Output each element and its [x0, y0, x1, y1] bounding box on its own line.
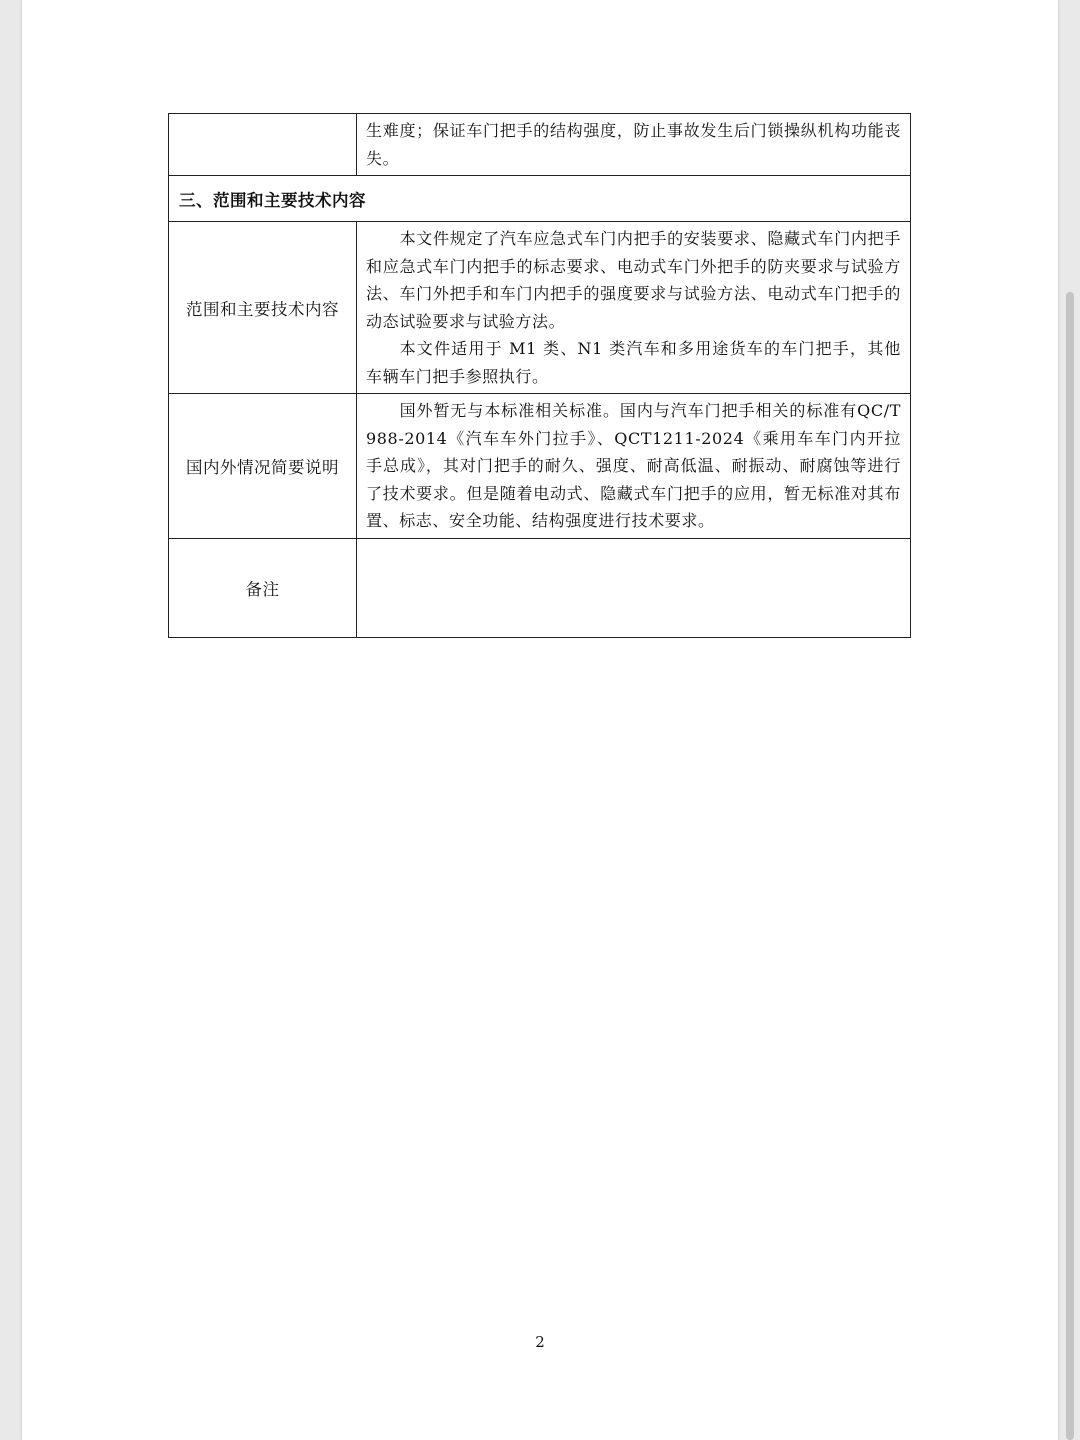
- table-row: [169, 222, 911, 394]
- section-heading: 三、范围和主要技术内容: [169, 176, 911, 222]
- empty-label-cell: [169, 114, 357, 176]
- remarks-label: 备注: [169, 538, 357, 637]
- scope-content: [357, 222, 911, 394]
- table-row: [169, 176, 911, 222]
- continuation-text: 生难度；保证车门把手的结构强度，防止事故发生后门锁操纵机构功能丧失。: [366, 121, 901, 168]
- vertical-scrollbar[interactable]: [1066, 292, 1074, 1440]
- remarks-content: [357, 538, 911, 637]
- scope-paragraph-2: 本文件适用于 M1 类、N1 类汽车和多用途货车的车门把手，其他车辆车门把手参照执行。: [366, 339, 901, 386]
- table-row: [169, 394, 911, 539]
- domestic-foreign-content: [357, 394, 911, 539]
- table-row: [169, 114, 911, 176]
- domestic-foreign-text: 国外暂无与本标准相关标准。国内与汽车门把手相关的标准有QC/T 988-2014《汽车车外门拉手》、QCT1211-2024《乘用车车门内开拉手总成》，其对门把手的耐久、强度、耐高低温、耐振动、耐腐蚀等进行了技术要求。但是随着电动式、隐藏式车门把手的应用，暂无标准对其布置、标志、安全功能、结构强度进行技术要求。: [366, 401, 901, 530]
- continuation-text-cell: [357, 114, 911, 176]
- domestic-foreign-label: 国内外情况简要说明: [169, 394, 357, 539]
- document-page: [22, 0, 1058, 1440]
- page-number: 2: [535, 1333, 545, 1351]
- scope-paragraph-1: 本文件规定了汽车应急式车门内把手的安装要求、隐藏式车门内把手和应急式车门内把手的标志要求、电动式车门外把手的防夹要求与试验方法、车门外把手和车门内把手的强度要求与试验方法、电动式车门把手的动态试验要求与试验方法。: [366, 229, 901, 331]
- scope-label: 范围和主要技术内容: [169, 222, 357, 394]
- table-row: [169, 538, 911, 637]
- standard-info-table: [168, 113, 911, 638]
